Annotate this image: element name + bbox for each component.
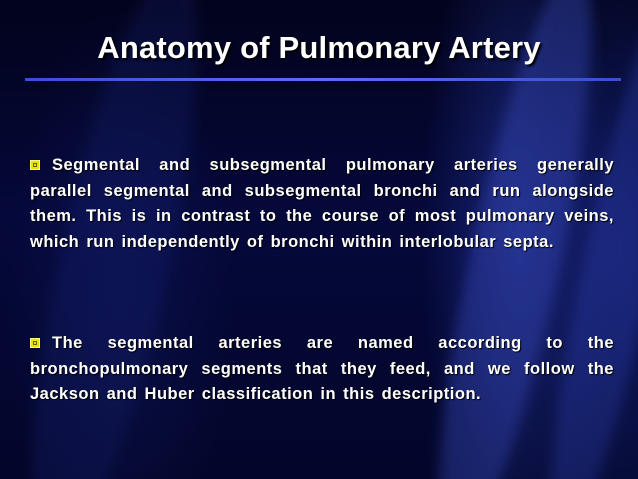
bullet-paragraph-text: The segmental arteries are named according to the bronchopulmonary segments that they feed, and we follow the Jackson and Huber classification in this description.: [30, 334, 614, 403]
slide-title: Anatomy of Pulmonary Artery: [97, 30, 541, 65]
bullet-paragraph: [30, 153, 614, 255]
yellow-square-bullet-icon: [30, 338, 40, 348]
bullet-paragraph-text: Segmental and subsegmental pulmonary arteries generally parallel segmental and subsegmental bronchi and run alongside them. This is in contrast to the course of most pulmonary veins, which run independently of bronchi within interlobular septa.: [30, 156, 614, 251]
yellow-square-bullet-icon: [30, 160, 40, 170]
title-underline: [25, 78, 621, 81]
bullet-paragraph: [30, 331, 614, 408]
